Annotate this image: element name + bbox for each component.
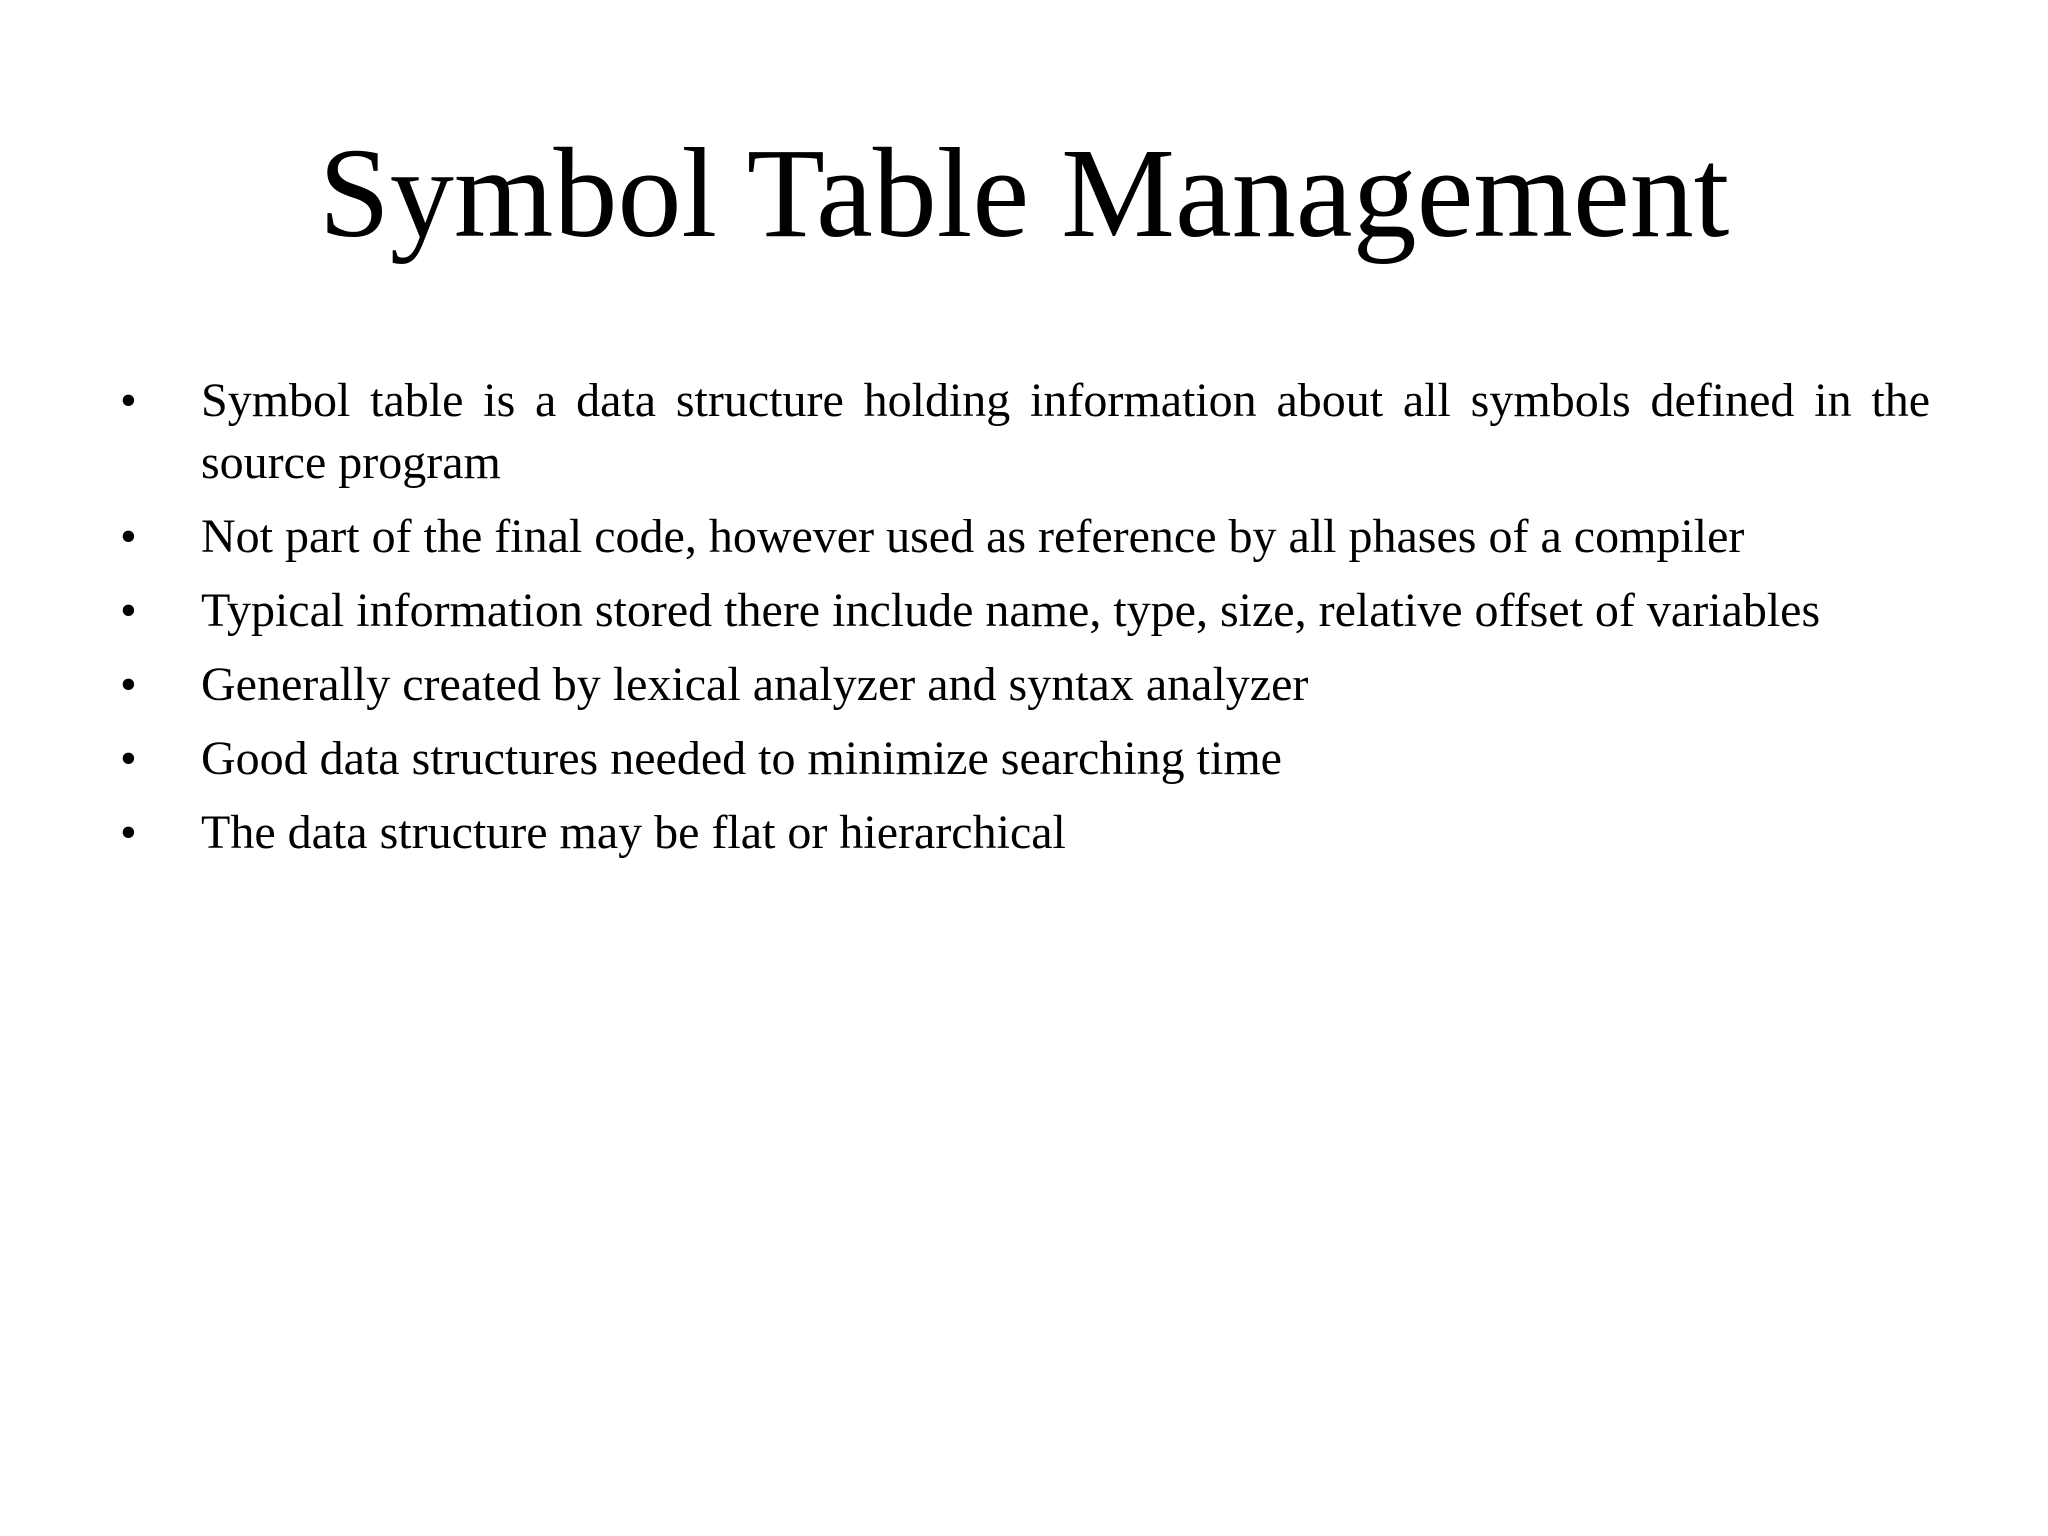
- bullet-list: [120, 370, 1930, 876]
- bullet-icon: •: [120, 806, 137, 859]
- bullet-icon: •: [120, 510, 137, 563]
- slide-title: Symbol Table Management: [318, 122, 1730, 264]
- bullet-item-2: [120, 506, 1930, 568]
- bullet-item-3: [120, 580, 1930, 642]
- bullet-text: Good data structures needed to minimize searching time: [201, 732, 1282, 785]
- bullet-icon: •: [120, 584, 137, 637]
- bullet-text: Typical information stored there include name, type, size, relative offset of variables: [201, 584, 1821, 637]
- bullet-item-6: [120, 802, 1930, 864]
- bullet-icon: •: [120, 732, 137, 785]
- bullet-icon: •: [120, 374, 137, 427]
- bullet-text: Not part of the final code, however used as reference by all phases of a compiler: [201, 510, 1745, 563]
- bullet-text: The data structure may be flat or hierarchical: [201, 806, 1066, 859]
- bullet-text: Symbol table is a data structure holding information about all symbols defined in the source program: [201, 374, 1930, 489]
- bullet-item-4: [120, 654, 1930, 716]
- bullet-icon: •: [120, 658, 137, 711]
- bullet-item-5: [120, 728, 1930, 790]
- bullet-text: Generally created by lexical analyzer and syntax analyzer: [201, 658, 1309, 711]
- bullet-item-1: [120, 370, 1930, 494]
